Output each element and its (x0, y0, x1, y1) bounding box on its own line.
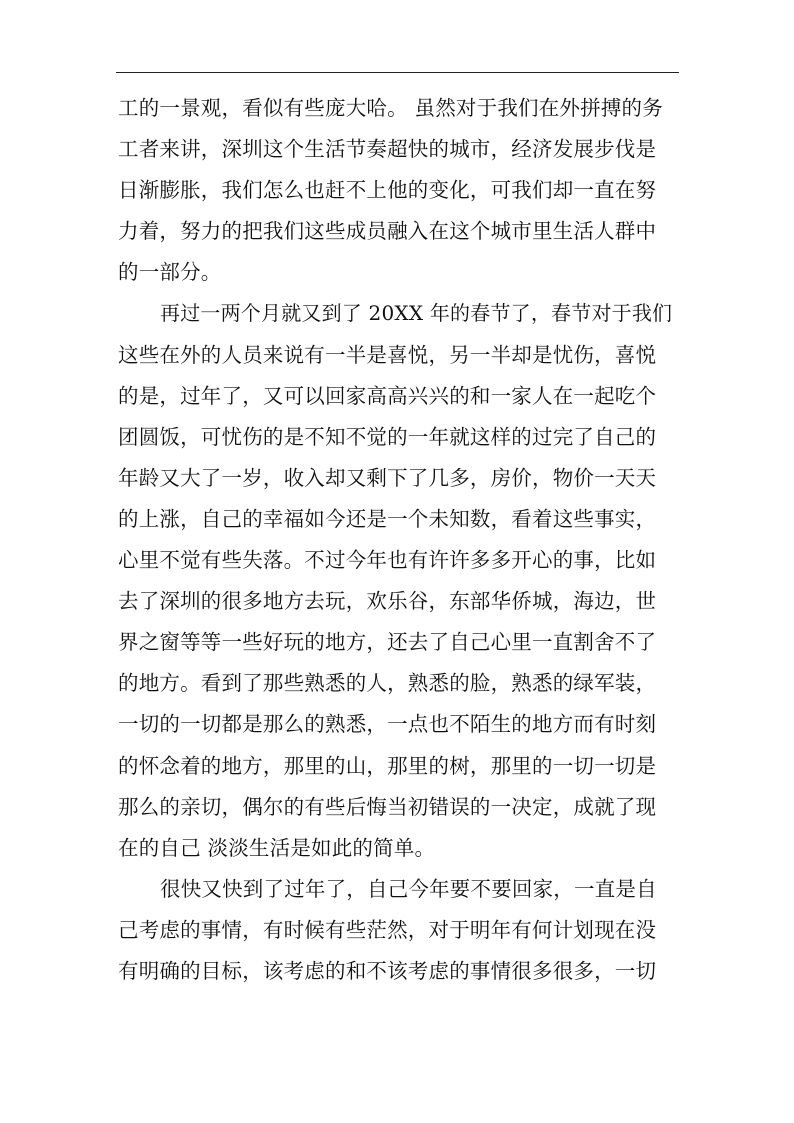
text-line: 工的一景观，看似有些庞大哈。 虽然对于我们在外拼搏的务 (118, 96, 663, 120)
text-line: 这些在外的人员来说有一半是喜悦，另一半却是忧伤，喜悦 (118, 342, 657, 367)
text-line: 那么的亲切，偶尔的有些后悔当初错误的一决定，成就了现 (118, 794, 657, 819)
text-line: 的地方。看到了那些熟悉的人，熟悉的脸，熟悉的绿军装， (118, 671, 657, 696)
text-line: 界之窗等等一些好玩的地方，还去了自己心里一直割舍不了 (118, 630, 657, 655)
text-line: 的上涨，自己的幸福如今还是一个未知数，看着这些事实， (118, 506, 657, 531)
text-line: 再过一两个月就又到了 20XX 年的春节了，春节对于我们 (160, 301, 673, 326)
text-line: 团圆饭，可忧伤的是不知不觉的一年就这样的过完了自己的 (118, 424, 657, 449)
text-line: 的怀念着的地方，那里的山，那里的树，那里的一切一切是 (118, 753, 657, 778)
text-line: 己考虑的事情，有时候有些茫然，对于明年有何计划现在没 (118, 917, 657, 942)
text-line: 很快又快到了过年了，自己今年要不要回家，一直是自 (160, 876, 657, 901)
text-line: 力着，努力的把我们这些成员融入在这个城市里生活人群中 (118, 219, 657, 244)
header-rule (116, 72, 679, 73)
body-text (118, 88, 678, 992)
text-line: 的是，过年了，又可以回家高高兴兴的和一家人在一起吃个 (118, 383, 657, 408)
text-line: 心里不觉有些失落。不过今年也有许许多多开心的事，比如 (118, 548, 657, 573)
text-line: 一切的一切都是那么的熟悉，一点也不陌生的地方而有时刻 (118, 712, 657, 737)
text-line: 日渐膨胀，我们怎么也赶不上他的变化，可我们却一直在努 (118, 178, 657, 203)
text-line: 在的自己 淡淡生活是如此的简单。 (118, 835, 436, 860)
text-line: 工者来讲，深圳这个生活节奏超快的城市，经济发展步伐是 (118, 137, 657, 162)
text-line: 有明确的目标，该考虑的和不该考虑的事情很多很多，一切 (118, 958, 657, 983)
text-line: 的一部分。 (118, 260, 222, 285)
text-line: 年龄又大了一岁，收入却又剩下了几多，房价，物价一天天 (118, 465, 657, 490)
text-line: 去了深圳的很多地方去玩，欢乐谷，东部华侨城，海边，世 (118, 589, 657, 614)
